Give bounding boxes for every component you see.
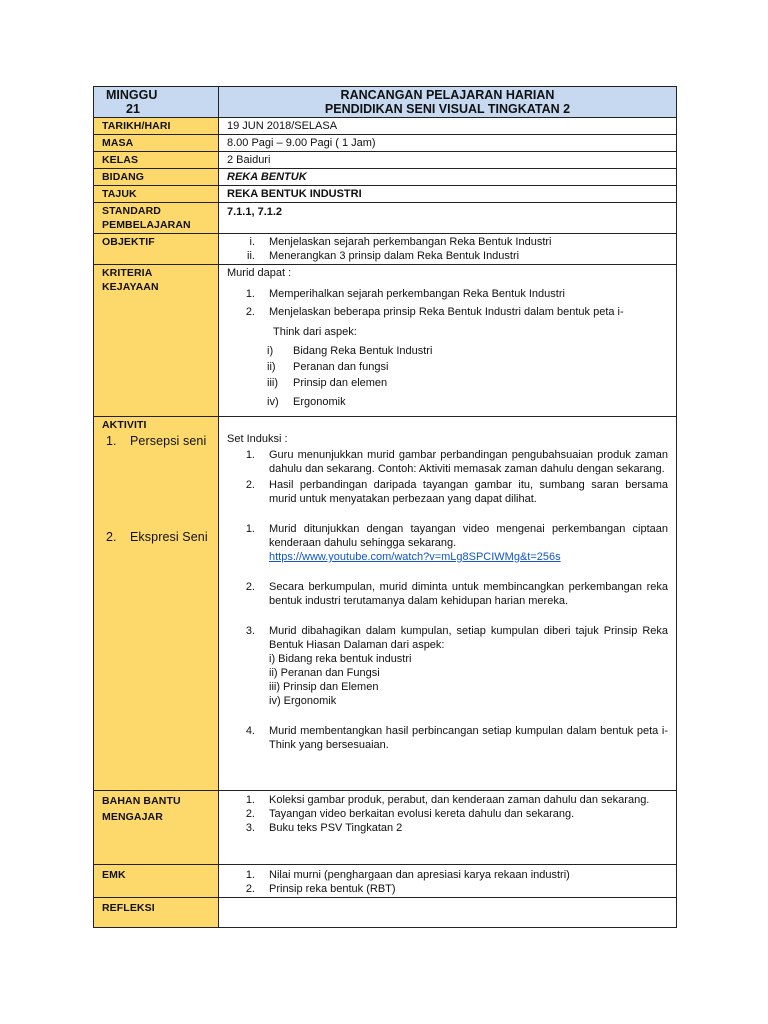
sub-list-text: Prinsip dan elemen	[293, 377, 388, 389]
row-standard	[94, 203, 677, 234]
aktiviti-label: AKTIVITI	[102, 419, 147, 431]
list-number: 3.	[245, 625, 255, 637]
list-text: Menerangkan 3 prinsip dalam Reka Bentuk Industri	[269, 250, 520, 262]
list-number: 1.	[245, 288, 255, 300]
list-item	[227, 624, 668, 708]
aktiviti-side-1	[102, 432, 210, 450]
list-number: 1.	[245, 449, 255, 461]
list-number: 2.	[245, 808, 255, 820]
value-aktiviti	[219, 417, 677, 791]
row-aktiviti	[94, 417, 677, 791]
label-kelas: KELAS	[94, 152, 219, 169]
value-tarikh: 19 JUN 2018/SELASA	[219, 118, 677, 135]
list-text: Murid dibahagikan dalam kumpulan, setiap kumpulan diberi tajuk Prinsip Reka Bentuk Hiasan Dalaman dari aspek:	[269, 625, 668, 651]
label-objektif: OBJEKTIF	[94, 234, 219, 265]
value-tajuk: REKA BENTUK INDUSTRI	[219, 186, 677, 203]
row-bahan	[94, 791, 677, 865]
value-objektif	[219, 234, 677, 265]
row-kelas	[94, 152, 677, 169]
page-subtitle: PENDIDIKAN SENI VISUAL TINGKATAN 2	[324, 102, 571, 116]
list-text: Memperihalkan sejarah perkembangan Reka Bentuk Industri	[269, 288, 565, 300]
list-text: Buku teks PSV Tingkatan 2	[269, 822, 403, 834]
row-masa	[94, 135, 677, 152]
row-kriteria	[94, 265, 677, 417]
row-emk	[94, 865, 677, 898]
label-emk: EMK	[94, 865, 219, 898]
list-text: Guru menunjukkan murid gambar perbandingan pengubahsuaian produk zaman dahulu dan sekarang. Contoh: Aktiviti memasak zaman dahulu dengan sekarang.	[269, 449, 668, 475]
sub-list-text: Peranan dan fungsi	[293, 361, 389, 373]
sub-list-text: Bidang Reka Bentuk Industri	[293, 345, 433, 357]
title-cell	[219, 87, 677, 118]
list-number: 4.	[245, 725, 255, 737]
side-text: Ekspresi Seni	[130, 530, 208, 544]
page-title: RANCANGAN PELAJARAN HARIAN	[340, 88, 555, 102]
list-text: Prinsip reka bentuk (RBT)	[269, 883, 396, 895]
row-bidang	[94, 169, 677, 186]
list-text-continued: Think dari aspek:	[273, 326, 357, 338]
side-number: 2.	[106, 530, 117, 544]
sub-list-item	[227, 359, 668, 375]
list-text: Koleksi gambar produk, perabut, dan kenderaan zaman dahulu dan sekarang.	[269, 794, 650, 806]
row-refleksi	[94, 898, 677, 928]
list-text: Menjelaskan beberapa prinsip Reka Bentuk Industri dalam bentuk peta i-	[269, 306, 624, 318]
sub-list-number: ii)	[267, 361, 276, 373]
value-standard: 7.1.1, 7.1.2	[219, 203, 677, 234]
list-item	[227, 868, 668, 882]
list-text: Murid membentangkan hasil perbincangan setiap kumpulan dalam bentuk peta i-Think yang bersesuaian.	[269, 725, 668, 751]
label-bahan	[94, 791, 219, 865]
kriteria-intro: Murid dapat :	[227, 267, 292, 279]
week-label: MINGGU	[106, 88, 158, 102]
label-refleksi: REFLEKSI	[94, 898, 219, 928]
set-induksi-label: Set Induksi :	[227, 433, 288, 445]
list-number: 1.	[245, 523, 255, 535]
list-item	[227, 285, 668, 303]
lesson-plan-table	[93, 86, 677, 928]
value-kelas: 2 Baiduri	[219, 152, 677, 169]
list-text: Hasil perbandingan daripada tayangan gambar itu, sumbang saran bersama murid untuk menyatakan perbezaan yang dapat dilihat.	[269, 479, 668, 505]
list-text: Menjelaskan sejarah perkembangan Reka Bentuk Industri	[269, 236, 552, 248]
list-number: 2.	[245, 883, 255, 895]
list-item	[227, 249, 668, 263]
label-bidang: BIDANG	[94, 169, 219, 186]
value-masa: 8.00 Pagi – 9.00 Pagi ( 1 Jam)	[219, 135, 677, 152]
list-number: 1.	[245, 869, 255, 881]
list-number: 1.	[245, 794, 255, 806]
week-number: 21	[126, 102, 140, 116]
list-item	[227, 235, 668, 249]
list-text: Tayangan video berkaitan evolusi kereta dahulu dan sekarang.	[269, 808, 575, 820]
list-number: i.	[249, 236, 255, 248]
list-item	[227, 821, 668, 835]
list-item	[227, 793, 668, 807]
sub-list-number: iv)	[267, 396, 279, 408]
side-number: 1.	[106, 434, 117, 448]
value-bidang: REKA BENTUK	[219, 169, 677, 186]
list-number: 2.	[245, 581, 255, 593]
sub-list-item	[227, 391, 668, 413]
list-item	[227, 882, 668, 896]
youtube-link[interactable]: https://www.youtube.com/watch?v=mLg8SPCIWMg&t=256s	[269, 551, 561, 563]
label-tarikh: TARIKH/HARI	[94, 118, 219, 135]
label-tajuk: TAJUK	[94, 186, 219, 203]
sub-list-item	[227, 343, 668, 359]
value-bahan	[219, 791, 677, 865]
list-item	[227, 522, 668, 564]
list-item	[227, 448, 668, 476]
label-standard-line2: PEMBELAJARAN	[102, 219, 191, 231]
sub-list-text: iv) Ergonomik	[269, 695, 337, 707]
list-item	[227, 580, 668, 608]
list-item	[227, 724, 668, 752]
sub-list-text: ii) Peranan dan Fungsi	[269, 667, 380, 679]
label-bahan-line1: BAHAN BANTU	[102, 795, 181, 807]
list-text: Murid ditunjukkan dengan tayangan video mengenai perkembangan ciptaan kenderaan dahulu sehingga sekarang.	[269, 523, 668, 549]
week-cell	[94, 87, 219, 118]
label-masa: MASA	[94, 135, 219, 152]
label-standard-line1: STANDARD	[102, 205, 161, 217]
sub-list-number: iii)	[267, 377, 278, 389]
list-number: 3.	[245, 822, 255, 834]
label-kriteria: KRITERIA KEJAYAAN	[94, 265, 219, 417]
list-item	[227, 303, 668, 321]
row-tarikh	[94, 118, 677, 135]
sub-list-text: iii) Prinsip dan Elemen	[269, 681, 379, 693]
label-standard	[94, 203, 219, 234]
sub-list-item	[227, 375, 668, 391]
side-text: Persepsi seni	[130, 434, 207, 448]
label-bahan-line2: MENGAJAR	[102, 811, 163, 823]
value-refleksi[interactable]	[219, 898, 677, 928]
aktiviti-side-2	[102, 528, 210, 546]
header-row	[94, 87, 677, 118]
list-number: ii.	[247, 250, 255, 262]
sub-list-text: i) Bidang reka bentuk industri	[269, 653, 412, 665]
value-kriteria	[219, 265, 677, 417]
label-aktiviti	[94, 417, 219, 791]
row-tajuk	[94, 186, 677, 203]
list-number: 2.	[245, 479, 255, 491]
sub-list-text: Ergonomik	[293, 396, 346, 408]
row-objektif	[94, 234, 677, 265]
list-item	[227, 478, 668, 506]
list-item	[227, 807, 668, 821]
list-number: 2.	[245, 306, 255, 318]
list-text: Nilai murni (penghargaan dan apresiasi karya rekaan industri)	[269, 869, 570, 881]
value-emk	[219, 865, 677, 898]
sub-list-number: i)	[267, 345, 274, 357]
list-text: Secara berkumpulan, murid diminta untuk membincangkan perkembangan reka bentuk industri terutamanya dalam kehidupan harian mereka.	[269, 581, 668, 607]
